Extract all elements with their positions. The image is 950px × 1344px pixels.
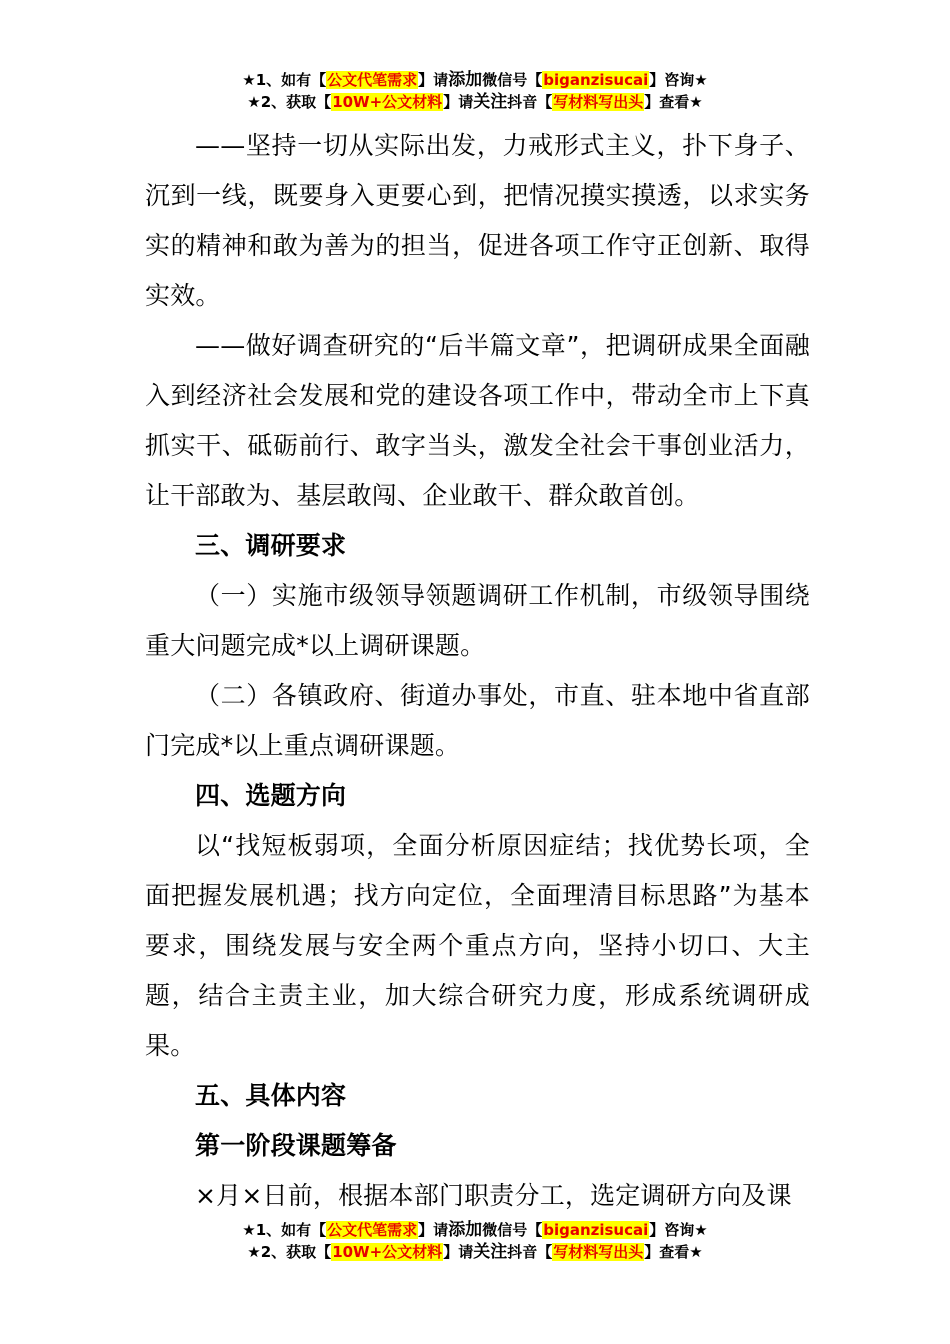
paragraph: ×月×日前，根据本部门职责分工，选定调研方向及课 [195, 1181, 792, 1210]
paragraph: ——坚持一切从实际出发，力戒形式主义，扑下身子、沉到一线，既要身入更要心到，把情况摸实摸透，以求实务实的精神和敢为善为的担当，促进各项工作守正创新、取得实效。 [145, 131, 810, 310]
document-body [145, 121, 810, 1221]
paragraph: （一）实施市级领导领题调研工作机制，市级领导围绕重大问题完成*以上调研课题。 [145, 581, 810, 660]
paragraph: 以“找短板弱项，全面分析原因症结；找优势长项，全面把握发展机遇；找方向定位，全面理清目标思路”为基本要求，围绕发展与安全两个重点方向，坚持小切口、大主题，结合主责主业，加大综合研究力度，形成系统调研成果。 [145, 831, 810, 1060]
banner-line-1: ★1、如有【公文代笔需求】请添加微信号【biganzisucai】咨询★ [242, 1220, 708, 1240]
paragraph: （二）各镇政府、街道办事处，市直、驻本地中省直部门完成*以上重点调研课题。 [145, 681, 810, 760]
section-heading: 三、调研要求 [195, 531, 347, 560]
banner-line-2: ★2、获取【10W+公文材料】请关注抖音【写材料写出头】查看★ [247, 1242, 703, 1262]
banner-line-1: ★1、如有【公文代笔需求】请添加微信号【biganzisucai】咨询★ [242, 70, 708, 90]
section-heading: 四、选题方向 [195, 781, 347, 810]
section-heading: 五、具体内容 [195, 1081, 347, 1110]
subsection-heading: 第一阶段课题筹备 [195, 1131, 397, 1160]
footer-banner [0, 1219, 950, 1263]
paragraph: ——做好调查研究的“后半篇文章”，把调研成果全面融入到经济社会发展和党的建设各项工作中，带动全市上下真抓实干、砥砺前行、敢字当头，激发全社会干事创业活力，让干部敢为、基层敢闯、企业敢干、群众敢首创。 [145, 331, 810, 510]
header-banner [0, 69, 950, 113]
banner-line-2: ★2、获取【10W+公文材料】请关注抖音【写材料写出头】查看★ [247, 92, 703, 112]
